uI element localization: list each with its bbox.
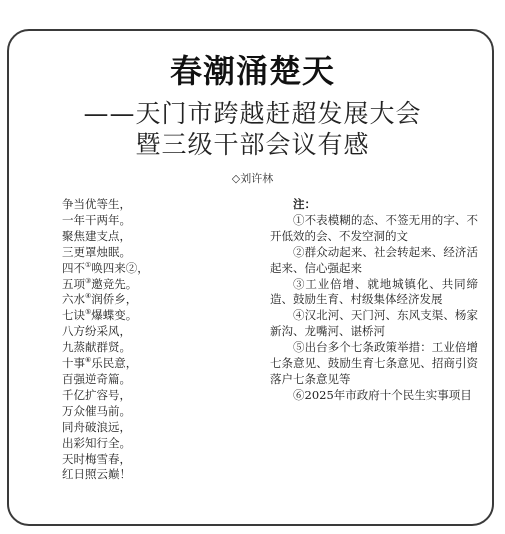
article-title: 春潮涌楚天 <box>169 52 335 90</box>
poem-line: 十事⑥乐民意， <box>62 356 138 371</box>
footnote-item: ④汉北河、天门河、东风支渠、杨家新沟、龙嘴河、谌桥河 <box>270 308 478 339</box>
footnote-item: ③工业倍增、就地城镇化、共同缔造、鼓励生育、村级集体经济发展 <box>270 276 478 307</box>
footnote-item: ⑤出台多个七条政策举措：工业倍增七条意见、鼓励生育七条意见、招商引资落户七条意见等 <box>270 340 478 386</box>
article-subtitle-line2: 暨三级干部会议有感 <box>135 130 370 159</box>
poem-line: 出彩知行全。 <box>62 435 131 450</box>
poem-line: 三更罩烛眠。 <box>62 244 131 259</box>
poem-line: 五项③邀竞先。 <box>62 276 138 291</box>
poem-line: 天时梅雪春， <box>62 451 131 466</box>
poem-line: 百强逆奇篇。 <box>62 371 131 386</box>
poem-line: 争当优等生， <box>62 197 131 211</box>
poem-line: 七诀⑤爆蝶变。 <box>62 308 138 323</box>
poem-body <box>62 197 222 483</box>
article-subtitle-line1: ——天门市跨越赶超发展大会 <box>83 99 422 128</box>
poem-line: 红日照云巅！ <box>62 467 131 482</box>
footnote-item: ②群众动起来、社会转起来、经济活起来、信心强起来 <box>270 244 478 275</box>
author-byline: ◇刘许林 <box>231 172 274 185</box>
poem-line: 六水④润侨乡， <box>62 292 138 307</box>
footnotes-heading: 注： <box>293 197 316 211</box>
poem-line: 万众催马前。 <box>62 403 131 418</box>
poem-line: 千亿扩容号， <box>62 387 131 402</box>
poem-line: 聚焦建支点， <box>62 228 131 243</box>
poem-line: 九蒸献群贤。 <box>62 340 131 355</box>
poem-line: 四不①唤四来②， <box>62 260 149 275</box>
footnote-item: ⑥2025年市政府十个民生实事项目 <box>293 387 472 402</box>
footnotes <box>270 197 478 404</box>
poem-line: 八方纷采风， <box>62 324 131 339</box>
poem-line: 同舟破浪远， <box>62 419 131 434</box>
footnote-item: ①不表模糊的态、不签无用的字、不开低效的会、不发空洞的文 <box>270 212 478 243</box>
poem-line: 一年干两年。 <box>62 212 131 227</box>
